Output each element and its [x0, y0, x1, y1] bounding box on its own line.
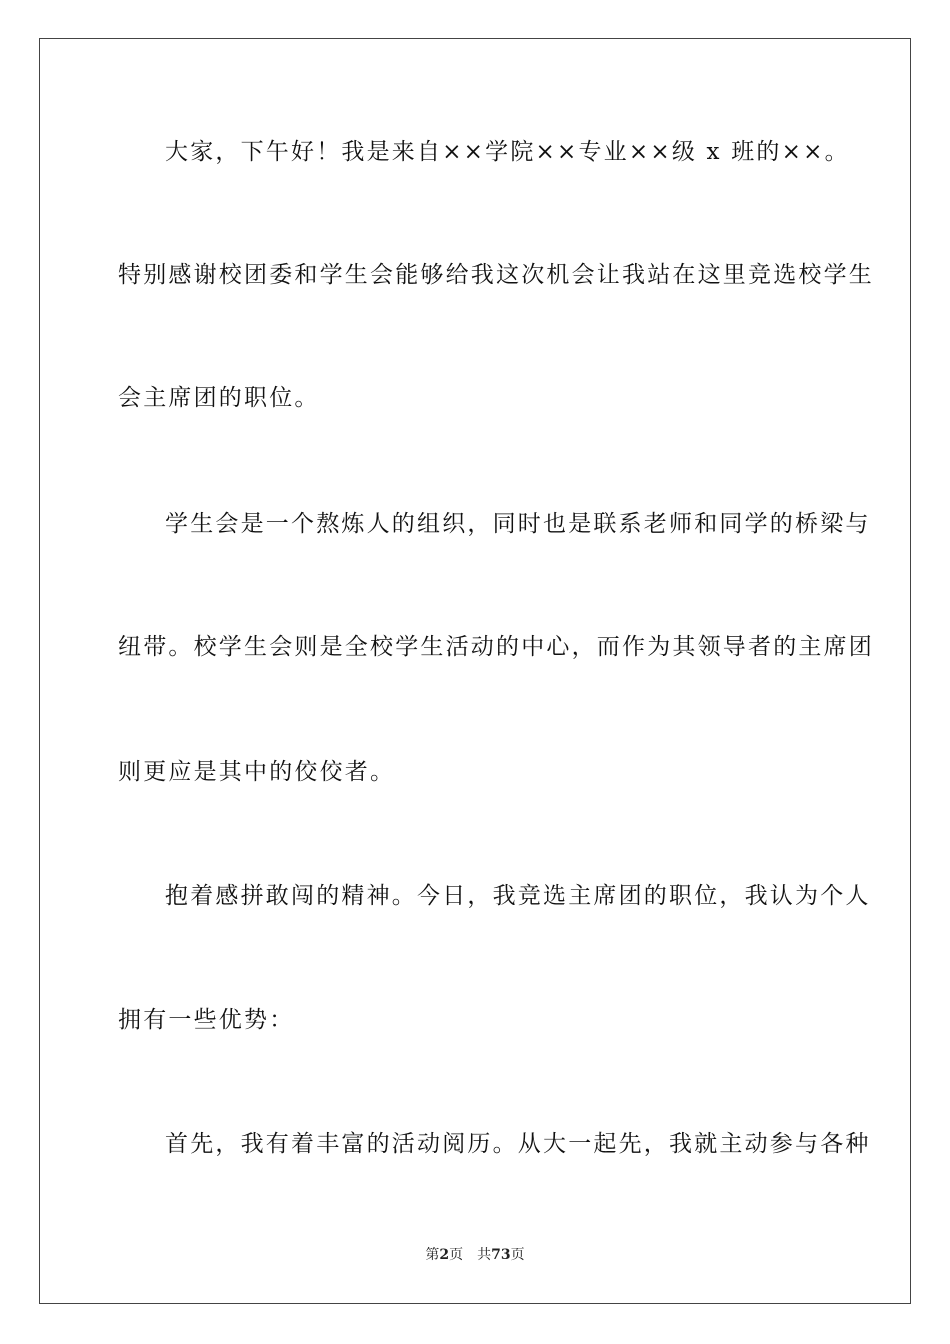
- page-number: 2: [439, 1247, 450, 1263]
- paragraph-line-6: 则更应是其中的佼佼者。: [118, 759, 396, 785]
- paragraph-line-5: 纽带。校学生会则是全校学生活动的中心，而作为其领导者的主席团: [118, 634, 874, 660]
- paragraph-line-2: 特别感谢校团委和学生会能够给我这次机会让我站在这里竞选校学生: [118, 262, 874, 288]
- paragraph-line-9: 首先，我有着丰富的活动阅历。从大一起先，我就主动参与各种: [165, 1131, 871, 1157]
- page-label-suffix: 页: [449, 1247, 464, 1263]
- page-border: [39, 38, 911, 1304]
- total-label-suffix: 页: [510, 1247, 525, 1263]
- paragraph-line-8: 拥有一些优势：: [118, 1007, 295, 1033]
- paragraph-line-1: 大家，下午好！我是来自××学院××专业××级 x 班的××。: [165, 139, 850, 165]
- total-label-prefix: 共: [477, 1247, 492, 1263]
- paragraph-line-3: 会主席团的职位。: [118, 385, 320, 411]
- paragraph-line-4: 学生会是一个熬炼人的组织，同时也是联系老师和同学的桥梁与: [165, 511, 871, 537]
- page-footer: [0, 1246, 950, 1264]
- paragraph-line-7: 抱着感拼敢闯的精神。今日，我竞选主席团的职位，我认为个人: [165, 883, 871, 909]
- page-label-prefix: 第: [425, 1247, 440, 1263]
- total-pages: 73: [491, 1247, 511, 1263]
